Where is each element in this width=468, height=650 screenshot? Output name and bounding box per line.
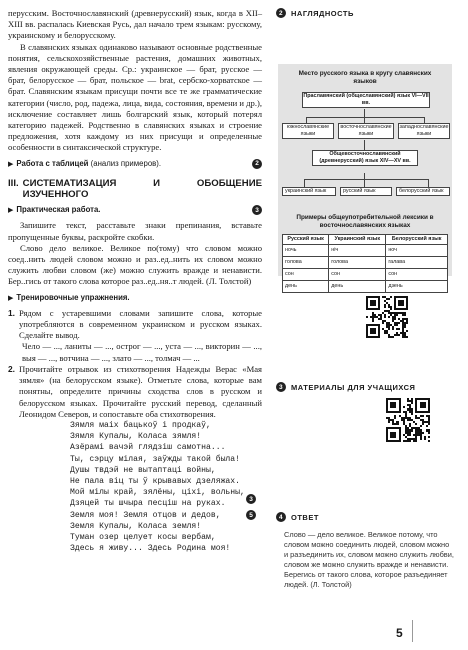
qr-code[interactable] (386, 398, 430, 442)
east-slavic-box: восточнославянские языки (338, 123, 394, 139)
connector (364, 179, 365, 187)
column-header: Белорусский язык (386, 235, 448, 245)
section-heading: III. СИСТЕМАТИЗАЦИЯ И ОБОБЩЕНИЕ ИЗУЧЕННОГО (8, 177, 262, 201)
diagram-title: Место русского языка в кругу славянских языков (298, 70, 432, 85)
paragraph-slavic: В славянских языках одинаково называют основные родственные понятия, сельскохозяйственные растения, домашних животных, явления окружающей среды. Ср.: украинское — брат, русское — брат, белорусское — брат, польское — brat, сербско-хорватское — брат. Славянским языкам присущи почти все те же грамматические категории (число, род, падежа, лица, вида, состояния, времени и др.), исключение составляет лишь болгарский язык, который потерял категорию падежей. Родственно в славянских языках и строение предложения, хотя каждому из них присущи и определенные особенности в синтаксической структуре. (8, 41, 262, 153)
number-badge: 3 (246, 494, 256, 504)
poem-line: Туман озер целует косы вербам, (70, 532, 216, 542)
page-divider (412, 620, 413, 642)
proto-slavic-box: Праславянский (общеславянский) язык VI—VII вв. (303, 93, 429, 106)
poem-line: Здесь я живу... Здесь Родина моя! (70, 544, 231, 554)
number-badge: 5 (246, 510, 256, 520)
visual-aid-header: 2 НАГЛЯДНОСТЬ (276, 8, 452, 18)
poem-line: Не пала віц ты ў крывавых дзеляжах. (70, 476, 240, 486)
poem-line: Дзяцей ты шчыра песціш на руках. (70, 499, 226, 509)
south-slavic-box: южнославянские языки (282, 123, 334, 139)
triangle-icon: ▶ (8, 160, 14, 168)
table-row: день день дзень (283, 280, 448, 292)
right-column (276, 8, 452, 18)
number-badge: 2 (252, 159, 262, 169)
west-slavic-box: западнославянские языки (399, 124, 449, 137)
table-work-row: ▶ Работа с таблицей (анализ примеров). 2 (8, 158, 262, 170)
poem-line: Зямля Купалы, Коласа зямля! (70, 432, 202, 442)
poem-line: Земля Купалы, Коласа земля! (70, 521, 202, 531)
ukrainian-box: украинский язык (282, 187, 336, 196)
poem-line: Азёрамі вачэй глядзіш самотна... (70, 443, 226, 453)
practical-text: Запишите текст, расставьте знаки препинания, вставьте пропущенные буквы, раскройте скобки. (8, 220, 262, 242)
table-row: ночь ніч ноч (283, 244, 448, 256)
poem-line: Земля моя! Земля отцов и дедов, (70, 510, 221, 520)
exercise-2: 2. Прочитайте отрывок из стихотворения Надежды Верас «Мая зямля» (на белорусском языке). Отметьте слова, которые вам понятны, определите причины сходства слов в русском и белорусском языках. Прочитайте русский перевод, сделанный Леонидом Северов, и сопоставьте оба стихотворения. (8, 363, 262, 419)
poem-line: Зямля маіх бацькоў і продкаў, (70, 420, 211, 430)
connector (428, 179, 429, 187)
number-badge: 4 (276, 512, 286, 522)
number-badge: 2 (276, 8, 286, 18)
belarusian-box: белорусский язык (396, 187, 450, 196)
answer-header: 4 ОТВЕТ (276, 512, 319, 522)
column-header: Украинский язык (329, 235, 386, 245)
connector (364, 109, 365, 117)
connector (304, 179, 428, 180)
left-column (8, 8, 262, 554)
training-row: ▶ Тренировочные упражнения. (8, 292, 130, 302)
number-badge: 3 (252, 205, 262, 215)
poem (70, 420, 262, 554)
column-header: Русский язык (283, 235, 329, 245)
qr-code[interactable] (366, 296, 408, 338)
connector (306, 117, 424, 118)
triangle-icon: ▶ (8, 207, 14, 215)
exercise-1: 1. Рядом с устаревшими словами запишите слова, которые употребляются в современном украинском и русском языках. Сделайте вывод. (8, 307, 262, 341)
answer-text: Слово — дело великое. Великое потому, что словом можно соединить людей, словом можно и разъединить их, словом можно служить любви, словом же можно служить вражде и ненависти. Берегись от такого слова, которое разъединяет людей. (Л. Толстой) (284, 530, 454, 589)
table-row: сон сон сон (283, 268, 448, 280)
visual-aid-panel (278, 64, 452, 290)
poem-line: Ты, сэрцу мілая, заўжды такой была! (70, 454, 240, 464)
lexicon-table (282, 234, 448, 293)
paragraph-intro: перусским. Восточнославянский (древнерусский) язык, когда в XII–XIII вв. распалась Киевская Русь, дал начало трем языкам: русскому, украинскому и белорусскому. (8, 8, 262, 41)
page-number: 5 (396, 626, 403, 640)
practical-work-row: ▶ Практическая работа. 3 (8, 204, 262, 216)
connector (364, 140, 365, 150)
lexicon-title: Примеры общеупотребительной лексики в восточнославянских языках (296, 214, 434, 229)
poem-line: Мой мілы край, зялёны, ціхі, вольны, (70, 488, 245, 498)
number-badge: 3 (276, 382, 286, 392)
connector (304, 179, 305, 187)
exercise-text: Слово дело великое. Великое по(тому) что словом можно соед..нить людей словом можно и раз..ед..нить их словом можно служить любви словом (же) можно служить вражде и ненависти. Бер..гись от такого слова которое раз..ед..ня..т людей. (Л. Толстой) (8, 242, 262, 287)
russian-box: русский язык (340, 187, 392, 196)
triangle-icon: ▶ (8, 294, 14, 302)
poem-line: Душы твдэй не вытаптаці войны, (70, 465, 216, 475)
student-materials-header: 3 МАТЕРИАЛЫ ДЛЯ УЧАЩИХСЯ (276, 382, 415, 392)
old-east-slavic-box: Общевосточнославянский (древнерусский) язык XIV—XV вв. (312, 150, 418, 166)
table-row: голова голова галава (283, 256, 448, 268)
archaic-words: Чело — ..., ланиты — ..., острог — ..., уста — ..., викторин — ..., выя — ..., вотчина — ..., злато — ..., толмач — ... (22, 341, 262, 363)
